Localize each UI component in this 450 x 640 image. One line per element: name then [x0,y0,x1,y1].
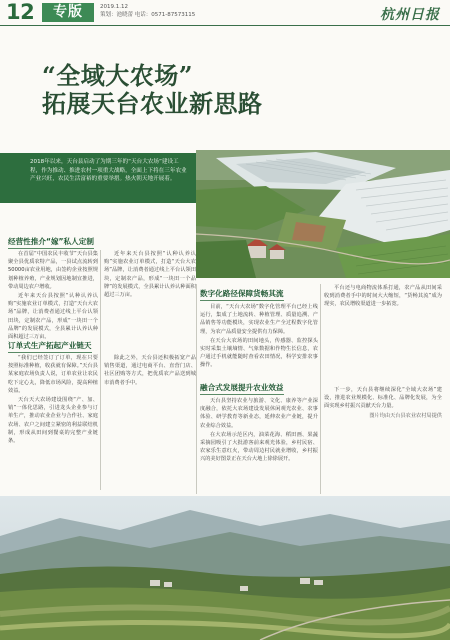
section-tag: 专版 [42,3,94,22]
section-2-paragraph-3: 除此之外，天台县还积极拓宽产品销售渠道，通过电商平台、直营门店、社区团购等方式，把优质农产品送到城市消费者手中。 [104,355,196,386]
section-1-paragraph-2: 近年来天台县按照“认种认养认购”实施农业订单模式，打造“天台大农场”品牌，让消费者通过线上平台认领田块，定制农产品，形成“一块田一个品牌”的发展模式，全县累计认养认种面积超过三万亩。 [8,293,98,341]
section-4-col-b [324,386,442,493]
landscape-photo [0,496,450,640]
editor-line: 策划：池晓蕾 电话：0571-87573115 [100,12,196,18]
date-line: 2019.1.12 [100,4,128,10]
column-divider-right [196,284,197,494]
headline-line-1: “全域大农场” [42,61,194,90]
section-3-col-a [200,303,318,375]
aerial-farm-photo [196,150,450,278]
section-3-paragraph-2: 在天台大农场的田间地头，传感器、监控探头实时采集土壤墒情、气象数据和作物生长信息，农户通过手机就能随时查看农田情况，科学安排农事操作。 [200,337,318,369]
section-4-paragraph-2: 在大农场示范区内，油菜花海、稻田画、果蔬采摘园吸引了大批游客前来观光体验，乡村民宿、农家乐生意红火，带动周边村民就业增收，乡村振兴的美好图景正在天台大地上徐徐展开。 [200,431,318,463]
column-2-top-text [104,250,196,330]
section-heading-3: 数字化路径保障货畅其流 [200,288,284,301]
newspaper-logo: 杭州日报 [380,7,440,23]
section-1-paragraph-1: 在首届“中国农民丰收节”天台县集聚全县优质农特产品，一县试点流转到50000亩农业用地，由签约企业按照规划种植养殖，产业规划因地制宜推进，带动周边农户增收。 [8,251,98,290]
section-4-col-a [200,397,318,493]
photo-credit: 图片均由天台县农业农村局提供 [369,412,442,419]
column-divider-right-2 [320,284,321,494]
section-heading-2: 订单式生产拓起产业链天 [8,340,92,353]
section-3-paragraph-1: 目前，“天台大农场”数字化管理平台已经上线运行，集成了土地流转、种植管理、质量追溯、产品销售等功能模块，实现农业生产全过程数字化管理，为农产品质量安全提供有力保障。 [200,304,318,335]
section-2-paragraph-2: 天台天大农场建设围绕“产、加、销”一体化思路，引进龙头企业参与订单生产，推动农业企业与合作社、家庭农场、农户之间建立紧密的利益联结机制，形成从田间到餐桌的完整产业链条。 [8,397,98,445]
section-heading-4: 融合式发展提升农业效益 [200,382,284,395]
section-2-paragraph-1: “我们已经签订了订单，现在只要按照标准种植，收获就有保障。”天台县某家庭农场负责人说，订单农业让农民吃下定心丸，降低市场风险，提高种植效益。 [8,355,98,394]
section-4-paragraph-1: 天台县坚持农业与旅游、文化、康养等产业深度融合，依托大农场建设发展休闲观光农业、农事体验、研学教育等新业态，延伸农业产业链，提升农业综合效益。 [200,398,318,429]
section-1-paragraph-2-cont: 近年来天台县按照“认种认养认购”实施农业订单模式，打造“天台大农场”品牌，让消费者通过线上平台认领田块，定制农产品，形成“一块田一个品牌”的发展模式，全县累计认养认种面积超过三万亩。 [104,251,196,299]
intro-summary-box: 2018年以来，天台县启动了为期三年的“天台大农场”建设工程，作为推动、推进农村一项重大战略，全面上下将在三年农业产业兴旺，农民生活富裕的重要举措。热火朝天地开展着。 [0,153,196,203]
headline-line-2: 拓展天台农业新思路 [42,89,263,118]
section-3-paragraph-3: 平台还与电商物流体系打通，农产品从田间采收到消费者手中的时间大大缩短，“货畅其流”成为现实，农民增收渠道进一步拓宽。 [324,285,442,308]
section-2-col-a [8,354,98,490]
column-divider [100,250,101,490]
page-number: 12 [6,0,35,24]
masthead-meta [100,3,195,19]
article-headline [42,62,263,118]
section-3-col-b [324,284,442,376]
section-heading-1: 经营性推介“嫁”私人定制 [8,236,94,249]
section-2-col-b [104,354,196,490]
section-4-paragraph-3: 下一步，天台县将继续深化“全域大农场”建设，推进农业规模化、标准化、品牌化发展，为全面实现乡村振兴贡献天台力量。 [324,387,442,410]
mountain-farm-illustration [0,496,450,640]
aerial-farm-illustration [196,150,450,278]
masthead [0,0,450,26]
